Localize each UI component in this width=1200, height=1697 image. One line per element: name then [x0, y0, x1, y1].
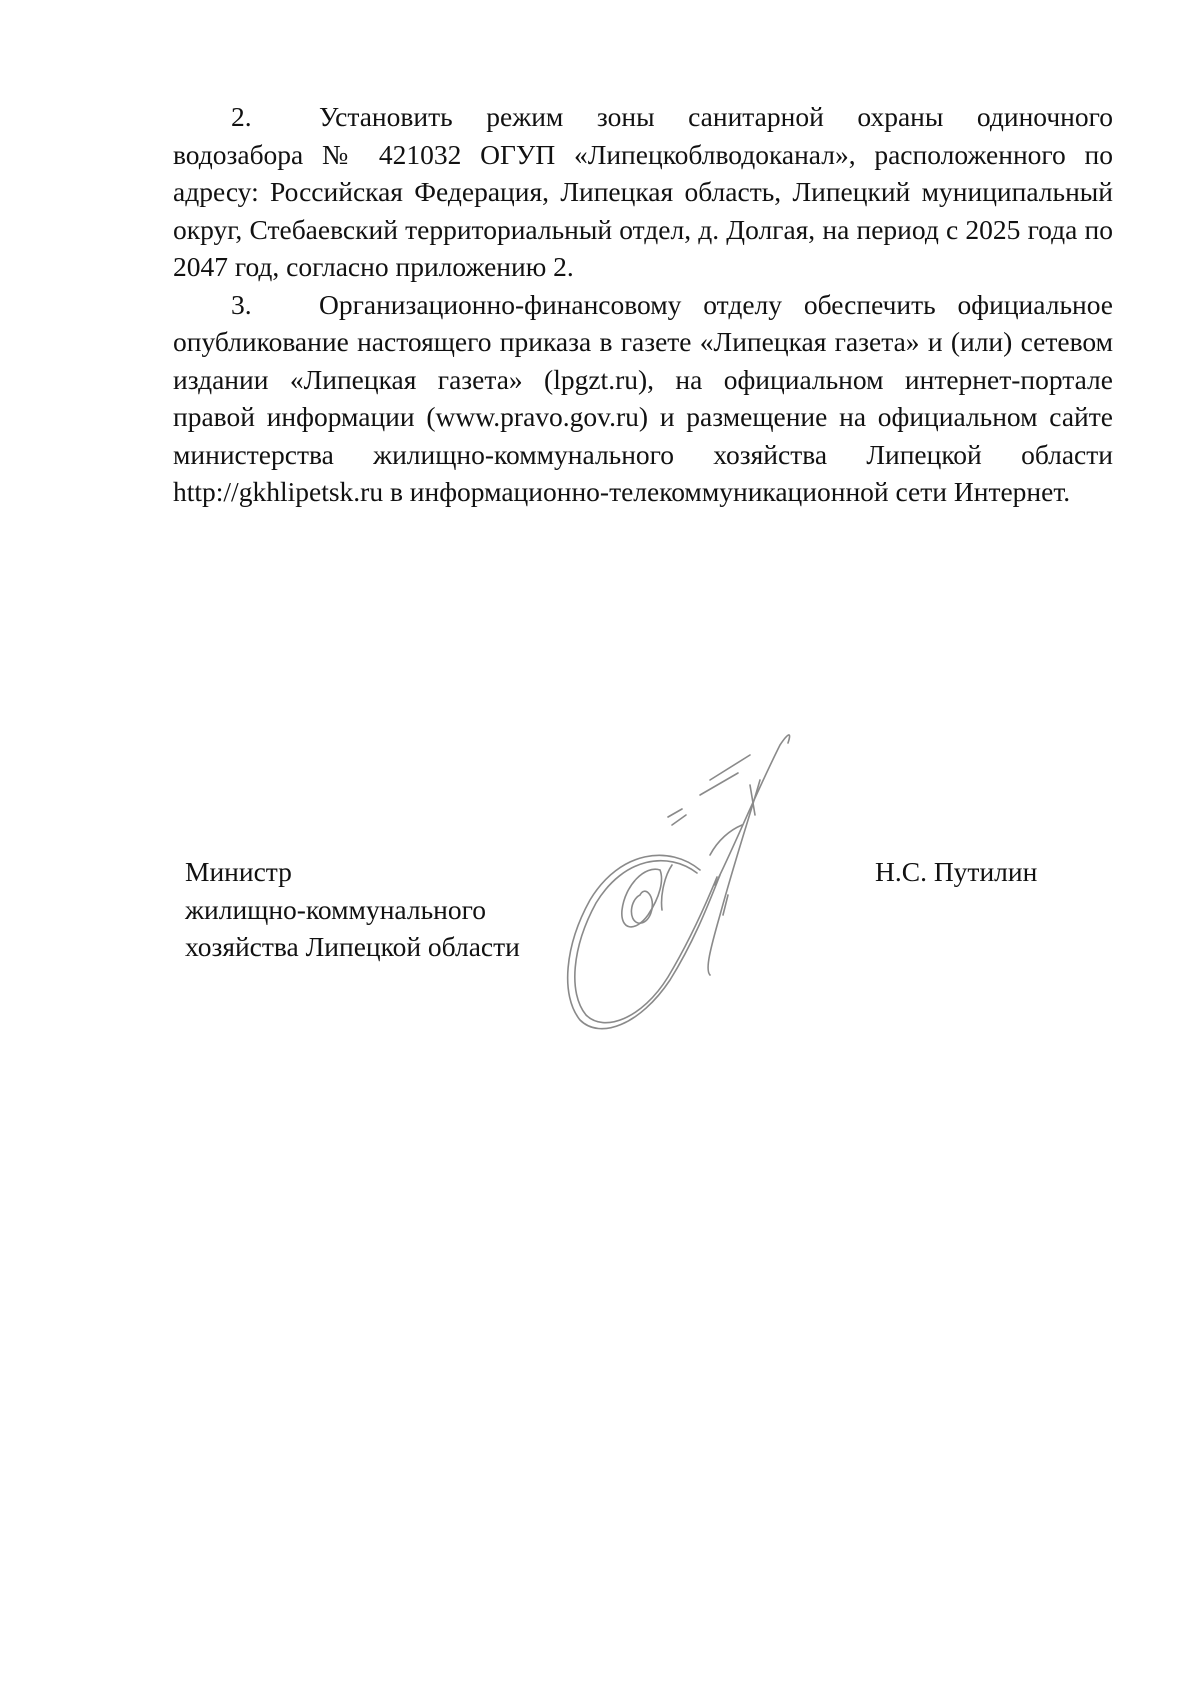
paragraph-3	[173, 286, 1113, 511]
handwritten-signature	[560, 725, 860, 1045]
paragraph-number: 2.	[231, 101, 252, 132]
signatory-title	[185, 853, 605, 966]
paragraph-2	[173, 98, 1113, 286]
signatory-title-line: жилищно-коммунального	[185, 893, 486, 925]
signatory-title-line: хозяйства Липецкой области	[185, 931, 520, 962]
paragraph-text: Организационно-финансовому отделу обеспечить официальное опубликование настоящего приказа в газете «Липецкая газета» и (или) сетевом издании «Липецкая газета» (lpgzt.ru), на официальном интернет-портале правой информации (www.pravo.gov.ru) и размещение на официальном сайте министерства жилищно-коммунального хозяйства Липецкой области http://gkhlipetsk.ru в информационно-телекоммуникационной сети Интернет.	[173, 288, 1113, 507]
signatory-name: Н.С. Путилин	[875, 856, 1038, 887]
paragraph-number: 3.	[231, 288, 252, 320]
signatory-title-line: Министр	[185, 856, 292, 887]
order-body	[173, 98, 1113, 511]
paragraph-text: Установить режим зоны санитарной охраны одиночного водозабора № 421032 ОГУП «Липецкоблводоканал», расположенного по адресу: Российская Федерация, Липецкая область, Липецкий муниципальный округ, Стебаевский территориальный отдел, д. Долгая, на период с 2025 года по 2047 год, согласно приложению 2.	[173, 101, 1113, 282]
